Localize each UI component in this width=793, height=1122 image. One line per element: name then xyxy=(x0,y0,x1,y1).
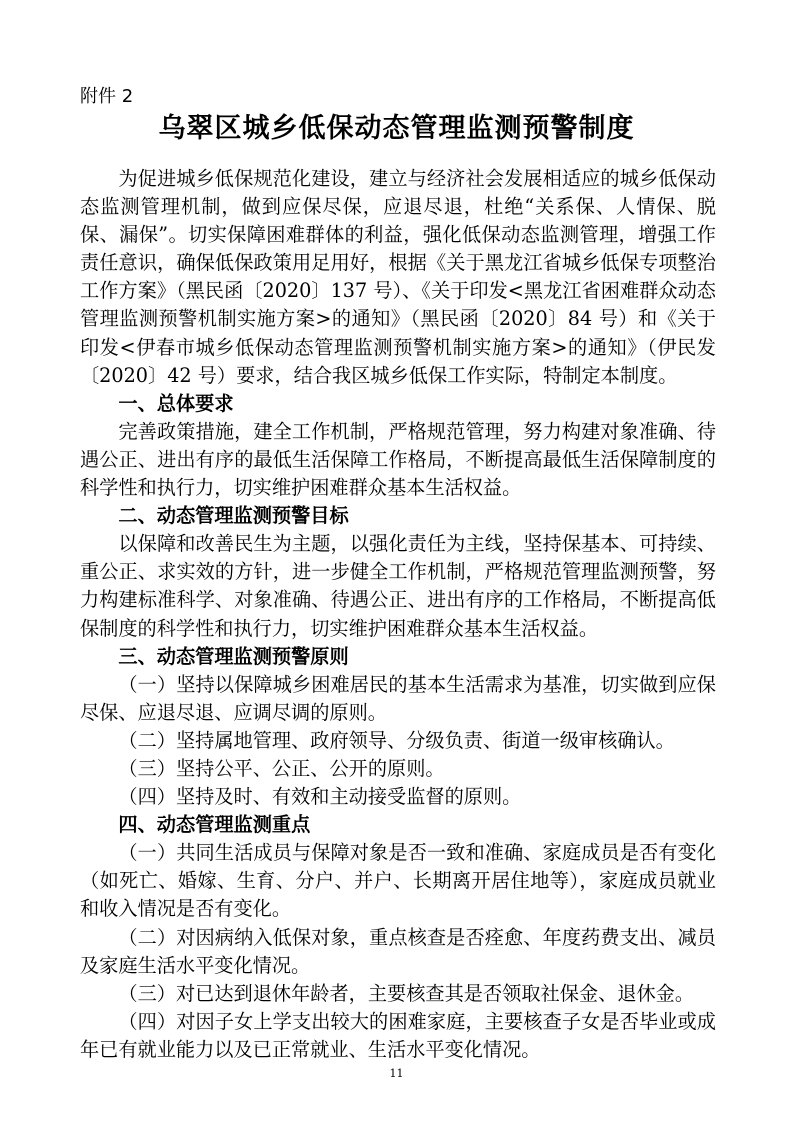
list-item: （四）对因子女上学支出较大的困难家庭，主要核查子女是否毕业或成年已有就业能力以及已正常就业、生活水平变化情况。 xyxy=(80,1009,716,1061)
page-number: 11 xyxy=(389,1067,404,1080)
section-heading-monitoring-focus: 四、动态管理监测重点 xyxy=(118,813,311,837)
list-item: （三）坚持公平、公正、公开的原则。 xyxy=(118,756,445,780)
body-paragraph: 完善政策措施，建全工作机制，严格规范管理，努力构建对象准确、待遇公正、进出有序的最低生活保障工作格局，不断提高最低生活保障制度的科学性和执行力，切实维护困难群众基本生活权益。 xyxy=(80,419,716,500)
list-item: （一）坚持以保障城乡困难居民的基本生活需求为基准，切实做到应保尽保、应退尽退、应调尽调的原则。 xyxy=(80,672,716,724)
list-item: （二）坚持属地管理、政府领导、分级负责、街道一级审核确认。 xyxy=(118,728,675,752)
section-heading-general-requirements: 一、总体要求 xyxy=(118,391,234,415)
section-heading-monitoring-principles: 三、动态管理监测预警原则 xyxy=(118,644,349,668)
section-heading-monitoring-goals: 二、动态管理监测预警目标 xyxy=(118,504,349,528)
body-paragraph: 以保障和改善民生为主题，以强化责任为主线，坚持保基本、可持续、重公正、求实效的方针，进一步健全工作机制，严格规范管理监测预警，努力构建标准科学、对象准确、待遇公正、进出有序的工作格局，不断提高低保制度的科学性和执行力，切实维护困难群众基本生活权益。 xyxy=(80,532,716,640)
list-item: （三）对已达到退休年龄者，主要核查其是否领取社保金、退休金。 xyxy=(118,981,695,1005)
document-body xyxy=(80,165,716,1064)
list-item: （二）对因病纳入低保对象，重点核查是否痊愈、年度药费支出、减员及家庭生活水平变化情况。 xyxy=(80,925,716,977)
list-item: （四）坚持及时、有效和主动接受监督的原则。 xyxy=(118,785,522,809)
attachment-label: 附件 2 xyxy=(80,86,134,107)
list-item: （一）共同生活成员与保障对象是否一致和准确、家庭成员是否有变化（如死亡、婚嫁、生育、分户、并户、长期离开居住地等），家庭成员就业和收入情况是否有变化。 xyxy=(80,841,716,921)
document-title: 乌翠区城乡低保动态管理监测预警制度 xyxy=(158,113,635,144)
intro-paragraph: 为促进城乡低保规范化建设，建立与经济社会发展相适应的城乡低保动态监测管理机制，做到应保尽保，应退尽退，杜绝“关系保、人情保、脱保、漏保”。切实保障困难群体的利益，强化低保动态监测管理，增强工作责任意识，确保低保政策用足用好，根据《关于黑龙江省城乡低保专项整治工作方案》（黑民函〔2020〕137 号）、《关于印发<黑龙江省困难群众动态管理监测预警机制实施方案>的通知》（黑民函〔2020〕84 号）和《关于印发<伊春市城乡低保动态管理监测预警机制实施方案>的通知》（伊民发〔2020〕42 号）要求，结合我区城乡低保工作实际，特制定本制度。 xyxy=(80,167,716,387)
